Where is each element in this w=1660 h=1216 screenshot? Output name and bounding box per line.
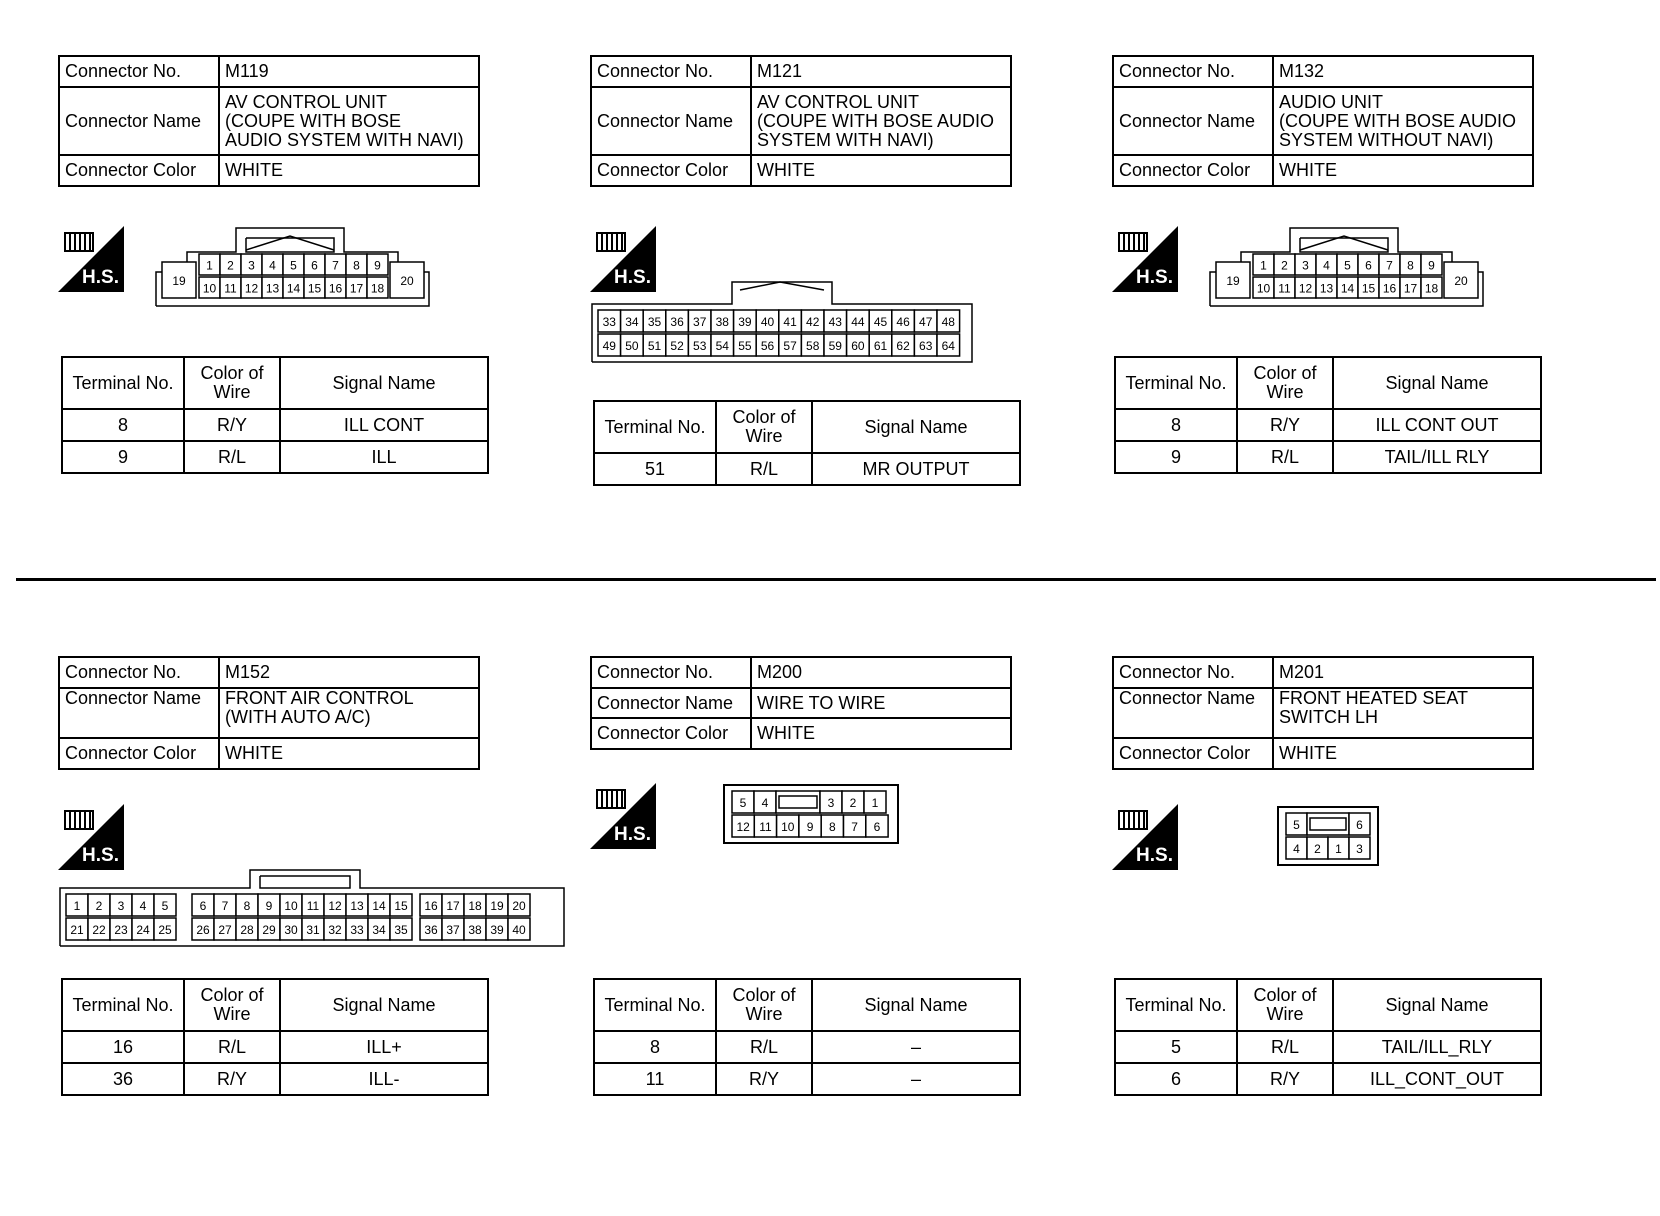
connector-no-value: M152: [219, 657, 479, 688]
connector-no-label: Connector No.: [59, 657, 219, 688]
pin-number: 15: [1361, 281, 1376, 296]
pin-number: 10: [1256, 281, 1271, 296]
connector-name-label: Connector Name: [1113, 688, 1273, 738]
pin-number: 38: [468, 923, 482, 937]
pin-number: 16: [328, 281, 343, 296]
terminal-no: 16: [62, 1031, 184, 1063]
table-row: [594, 453, 1020, 485]
pin-number: 2: [227, 258, 234, 273]
pin-number: 21: [70, 923, 84, 937]
terminal-no-header: Terminal No.: [62, 979, 184, 1031]
pin-number: 9: [806, 820, 814, 834]
connector-m132: [1112, 55, 1534, 187]
pin-number: 61: [873, 339, 888, 353]
pin-number: 15: [307, 281, 322, 296]
connector-m119: [58, 55, 480, 187]
connector-color-label: Connector Color: [591, 718, 751, 749]
wire-color: R/L: [1237, 441, 1333, 473]
pin-number: 54: [715, 339, 729, 353]
connector-face-m201: [1276, 805, 1380, 867]
connector-name-value: WIRE TO WIRE: [751, 688, 1011, 718]
connector-face-m200: [722, 783, 902, 845]
wire-color: R/Y: [716, 1063, 812, 1095]
hs-label: H.S.: [614, 267, 651, 288]
wire-color: R/L: [184, 1031, 280, 1063]
connector-color-label: Connector Color: [59, 155, 219, 186]
pin-number: 5: [290, 258, 297, 273]
wire-color: R/L: [184, 441, 280, 473]
pin-number: 27: [218, 923, 232, 937]
connector-face-m121: [590, 280, 975, 366]
terminal-no: 6: [1115, 1063, 1237, 1095]
pin-number: 13: [350, 899, 364, 913]
pin-number: 12: [328, 899, 342, 913]
pin-number: 19: [490, 899, 504, 913]
connector-color-label: Connector Color: [59, 738, 219, 769]
pin-number: 18: [468, 899, 482, 913]
pin-number: 18: [370, 281, 385, 296]
connector-color-value: WHITE: [751, 718, 1011, 749]
connector-no-value: M121: [751, 56, 1011, 87]
hs-label: H.S.: [82, 267, 119, 288]
connector-name-value: AUDIO UNIT (COUPE WITH BOSE AUDIO SYSTEM WITHOUT NAVI): [1273, 87, 1533, 155]
connector-name-value: FRONT HEATED SEAT SWITCH LH: [1273, 688, 1533, 738]
pin-number: 8: [353, 258, 360, 273]
terminal-table-m119: [61, 356, 489, 474]
table-row: [62, 441, 488, 473]
connector-info-table: [58, 656, 480, 770]
connector-color-label: Connector Color: [1113, 155, 1273, 186]
connector-info-table: [590, 656, 1012, 750]
connector-outline: [260, 876, 350, 888]
pin-number: 16: [424, 899, 438, 913]
terminal-no-header: Terminal No.: [594, 401, 716, 453]
connector-color-value: WHITE: [1273, 738, 1533, 769]
pin-number: 7: [332, 258, 339, 273]
signal-name: TAIL/ILL RLY: [1333, 441, 1541, 473]
pin-number: 17: [1403, 281, 1418, 296]
hs-label: H.S.: [1136, 267, 1173, 288]
terminal-no-header: Terminal No.: [1115, 979, 1237, 1031]
connector-outline: [740, 282, 824, 290]
connector-name-label: Connector Name: [591, 688, 751, 718]
terminal-no: 51: [594, 453, 716, 485]
terminal-no: 5: [1115, 1031, 1237, 1063]
connector-no-label: Connector No.: [591, 56, 751, 87]
signal-name: TAIL/ILL_RLY: [1333, 1031, 1541, 1063]
harness-side-icon: [1112, 804, 1178, 870]
pin-number: 3: [117, 899, 125, 913]
pin-number: 16: [1382, 281, 1397, 296]
pin-number: 11: [224, 281, 237, 296]
signal-name-header: Signal Name: [812, 979, 1020, 1031]
pin-number: 62: [896, 339, 910, 353]
pin-number: 53: [693, 339, 707, 353]
wire-color: R/Y: [1237, 1063, 1333, 1095]
connector-info-table: [1112, 55, 1534, 187]
harness-side-icon: [1112, 226, 1178, 292]
pin-number: 48: [941, 315, 955, 329]
harness-side-icon: [590, 783, 656, 849]
pin-number: 1: [871, 796, 879, 810]
pin-number: 3: [248, 258, 255, 273]
terminal-table-m201: [1114, 978, 1542, 1096]
connector-color-label: Connector Color: [1113, 738, 1273, 769]
pin-number: 42: [806, 315, 820, 329]
color-of-wire-header: Color of Wire: [716, 401, 812, 453]
signal-name-header: Signal Name: [812, 401, 1020, 453]
connector-no-value: M119: [219, 56, 479, 87]
pin-number: 37: [693, 315, 707, 329]
pin-number: 63: [919, 339, 933, 353]
pin-number: 4: [269, 258, 276, 273]
terminal-no: 8: [1115, 409, 1237, 441]
connector-face-m119: [154, 226, 444, 312]
pin-number: 9: [374, 258, 381, 273]
connector-name-label: Connector Name: [591, 87, 751, 155]
pin-number: 13: [265, 281, 280, 296]
pin-number: 24: [136, 923, 150, 937]
pin-number: 14: [286, 281, 301, 296]
pin-number: 1: [73, 899, 81, 913]
pin-number: 38: [715, 315, 729, 329]
pin-number: 5: [1344, 258, 1351, 273]
connector-color-value: WHITE: [219, 738, 479, 769]
pin-number: 64: [941, 339, 955, 353]
table-row: [594, 1063, 1020, 1095]
signal-name-header: Signal Name: [1333, 357, 1541, 409]
terminal-table-m152: [61, 978, 489, 1096]
signal-name: ILL: [280, 441, 488, 473]
pin-number: 5: [739, 796, 747, 810]
hs-label: H.S.: [82, 845, 119, 866]
signal-name: –: [812, 1031, 1020, 1063]
color-of-wire-header: Color of Wire: [184, 979, 280, 1031]
pin-number: 44: [851, 315, 865, 329]
pin-number: 23: [114, 923, 128, 937]
pin-number: 6: [1365, 258, 1372, 273]
table-row: [62, 1031, 488, 1063]
pin-number: 47: [919, 315, 933, 329]
pin-number: 14: [1340, 281, 1355, 296]
pin-number: 43: [828, 315, 842, 329]
pin-number: 3: [1302, 258, 1309, 273]
pin-number: 6: [311, 258, 318, 273]
pin-number: 5: [161, 899, 169, 913]
wire-color: R/Y: [184, 1063, 280, 1095]
terminal-no: 36: [62, 1063, 184, 1095]
signal-name-header: Signal Name: [280, 357, 488, 409]
pin-number: 2: [849, 796, 857, 810]
pin-number: 1: [1335, 842, 1342, 856]
pin-number: 13: [1319, 281, 1334, 296]
connector-name-value: AV CONTROL UNIT (COUPE WITH BOSE AUDIO SYSTEM WITH NAVI): [219, 87, 479, 155]
pin-number: 19: [1226, 274, 1240, 288]
pin-number: 6: [873, 820, 881, 834]
pin-number: 12: [736, 820, 750, 834]
table-row: [594, 1031, 1020, 1063]
pin-number: 3: [1356, 842, 1363, 856]
connector-no-value: M200: [751, 657, 1011, 688]
wire-color: R/L: [716, 453, 812, 485]
pin-number: 18: [1424, 281, 1439, 296]
pin-number: 3: [827, 796, 835, 810]
pin-number: 34: [625, 315, 639, 329]
pin-number: 45: [873, 315, 888, 329]
connector-info-table: [590, 55, 1012, 187]
signal-name: ILL CONT: [280, 409, 488, 441]
pin-number: 57: [783, 339, 797, 353]
pin-number: 10: [284, 899, 298, 913]
pin-number: 12: [244, 281, 259, 296]
pin-number: 30: [284, 923, 298, 937]
wire-color: R/L: [1237, 1031, 1333, 1063]
connector-color-value: WHITE: [751, 155, 1011, 186]
terminal-table-m200: [593, 978, 1021, 1096]
connector-name-value: FRONT AIR CONTROL (WITH AUTO A/C): [219, 688, 479, 738]
lock-tab: [779, 796, 817, 808]
pin-number: 4: [1293, 842, 1300, 856]
pin-number: 37: [446, 923, 460, 937]
pin-number: 51: [647, 339, 662, 353]
pin-number: 52: [670, 339, 684, 353]
pin-number: 2: [1281, 258, 1288, 273]
connector-color-label: Connector Color: [591, 155, 751, 186]
pin-number: 35: [647, 315, 662, 329]
pin-number: 39: [490, 923, 504, 937]
connector-name-label: Connector Name: [59, 688, 219, 738]
color-of-wire-header: Color of Wire: [716, 979, 812, 1031]
pin-number: 4: [139, 899, 147, 913]
pin-number: 58: [806, 339, 820, 353]
connector-face-m152: [58, 868, 568, 948]
pin-number: 50: [625, 339, 639, 353]
pin-number: 1: [1260, 258, 1267, 273]
pin-number: 40: [512, 923, 526, 937]
signal-name-header: Signal Name: [1333, 979, 1541, 1031]
pin-number: 33: [350, 923, 364, 937]
signal-name: ILL+: [280, 1031, 488, 1063]
pin-number: 12: [1298, 281, 1313, 296]
hs-label: H.S.: [1136, 845, 1173, 866]
pin-number: 34: [372, 923, 386, 937]
terminal-no-header: Terminal No.: [62, 357, 184, 409]
connector-color-value: WHITE: [1273, 155, 1533, 186]
pin-number: 39: [738, 315, 752, 329]
pin-number: 7: [221, 899, 229, 913]
connector-no-label: Connector No.: [1113, 56, 1273, 87]
terminal-no: 8: [62, 409, 184, 441]
wire-color: R/Y: [1237, 409, 1333, 441]
signal-name: –: [812, 1063, 1020, 1095]
pin-number: 5: [1293, 818, 1300, 832]
table-row: [62, 409, 488, 441]
connector-no-label: Connector No.: [59, 56, 219, 87]
connector-name-label: Connector Name: [1113, 87, 1273, 155]
table-row: [1115, 1063, 1541, 1095]
pin-number: 20: [1454, 274, 1468, 288]
pin-number: 35: [394, 923, 408, 937]
terminal-no: 8: [594, 1031, 716, 1063]
connector-outline: [246, 238, 334, 252]
pin-number: 4: [1323, 258, 1330, 273]
signal-name: ILL_CONT_OUT: [1333, 1063, 1541, 1095]
pin-number: 41: [783, 315, 797, 329]
pin-number: 6: [199, 899, 207, 913]
table-row: [1115, 441, 1541, 473]
terminal-no: 9: [1115, 441, 1237, 473]
table-row: [1115, 409, 1541, 441]
pin-number: 56: [760, 339, 775, 353]
pin-number: 15: [394, 899, 408, 913]
pin-number: 9: [265, 899, 273, 913]
pin-number: 40: [760, 315, 775, 329]
connector-outline: [1300, 238, 1388, 252]
connector-no-label: Connector No.: [591, 657, 751, 688]
connector-info-table: [58, 55, 480, 187]
connector-info-table: [1112, 656, 1534, 770]
terminal-no-header: Terminal No.: [594, 979, 716, 1031]
signal-name-header: Signal Name: [280, 979, 488, 1031]
pin-number: 22: [92, 923, 106, 937]
pin-number: 20: [400, 274, 414, 288]
pin-number: 59: [828, 339, 842, 353]
signal-name: MR OUTPUT: [812, 453, 1020, 485]
pin-number: 32: [328, 923, 342, 937]
pin-number: 10: [202, 281, 217, 296]
pin-number: 8: [243, 899, 251, 913]
pin-number: 14: [372, 899, 386, 913]
harness-side-icon: [58, 804, 124, 870]
pin-number: 4: [761, 796, 769, 810]
pin-number: 20: [512, 899, 526, 913]
table-row: [1115, 1031, 1541, 1063]
pin-number: 9: [1428, 258, 1435, 273]
pin-number: 60: [851, 339, 865, 353]
connector-name-label: Connector Name: [59, 87, 219, 155]
connector-no-value: M201: [1273, 657, 1533, 688]
color-of-wire-header: Color of Wire: [1237, 357, 1333, 409]
pin-number: 6: [1356, 818, 1363, 832]
signal-name: ILL CONT OUT: [1333, 409, 1541, 441]
pin-number: 19: [172, 274, 186, 288]
connector-no-value: M132: [1273, 56, 1533, 87]
wire-color: R/Y: [184, 409, 280, 441]
pin-number: 28: [240, 923, 254, 937]
pin-number: 11: [306, 899, 320, 913]
pin-number: 11: [759, 820, 772, 834]
section-divider: [16, 578, 1656, 581]
pin-number: 29: [262, 923, 276, 937]
pin-number: 36: [670, 315, 684, 329]
signal-name: ILL-: [280, 1063, 488, 1095]
pin-number: 33: [602, 315, 616, 329]
pin-number: 11: [1278, 281, 1291, 296]
pin-number: 2: [1314, 842, 1321, 856]
lock-tab: [1310, 818, 1346, 830]
pin-number: 17: [349, 281, 364, 296]
pin-number: 55: [738, 339, 752, 353]
terminal-no-header: Terminal No.: [1115, 357, 1237, 409]
pin-number: 36: [424, 923, 438, 937]
pin-number: 31: [306, 923, 320, 937]
pin-number: 49: [602, 339, 616, 353]
pin-number: 1: [206, 258, 213, 273]
color-of-wire-header: Color of Wire: [1237, 979, 1333, 1031]
terminal-no: 11: [594, 1063, 716, 1095]
terminal-table-m121: [593, 400, 1021, 486]
harness-side-icon: [58, 226, 124, 292]
pin-number: 7: [1386, 258, 1393, 273]
pin-number: 26: [196, 923, 210, 937]
connector-m121: [590, 55, 1012, 187]
connector-m200: [590, 656, 1012, 750]
pin-number: 17: [446, 899, 460, 913]
connector-m201: [1112, 656, 1534, 770]
pin-number: 10: [781, 820, 795, 834]
pin-number: 46: [896, 315, 910, 329]
hs-label: H.S.: [614, 824, 651, 845]
connector-m152: [58, 656, 480, 770]
wire-color: R/L: [716, 1031, 812, 1063]
pin-number: 7: [851, 820, 858, 834]
connector-no-label: Connector No.: [1113, 657, 1273, 688]
connector-name-value: AV CONTROL UNIT (COUPE WITH BOSE AUDIO SYSTEM WITH NAVI): [751, 87, 1011, 155]
connector-face-m132: [1208, 226, 1498, 312]
pin-number: 8: [1407, 258, 1414, 273]
terminal-table-m132: [1114, 356, 1542, 474]
pin-number: 25: [158, 923, 172, 937]
color-of-wire-header: Color of Wire: [184, 357, 280, 409]
pin-number: 2: [95, 899, 103, 913]
connector-color-value: WHITE: [219, 155, 479, 186]
terminal-no: 9: [62, 441, 184, 473]
table-row: [62, 1063, 488, 1095]
pin-number: 8: [829, 820, 836, 834]
